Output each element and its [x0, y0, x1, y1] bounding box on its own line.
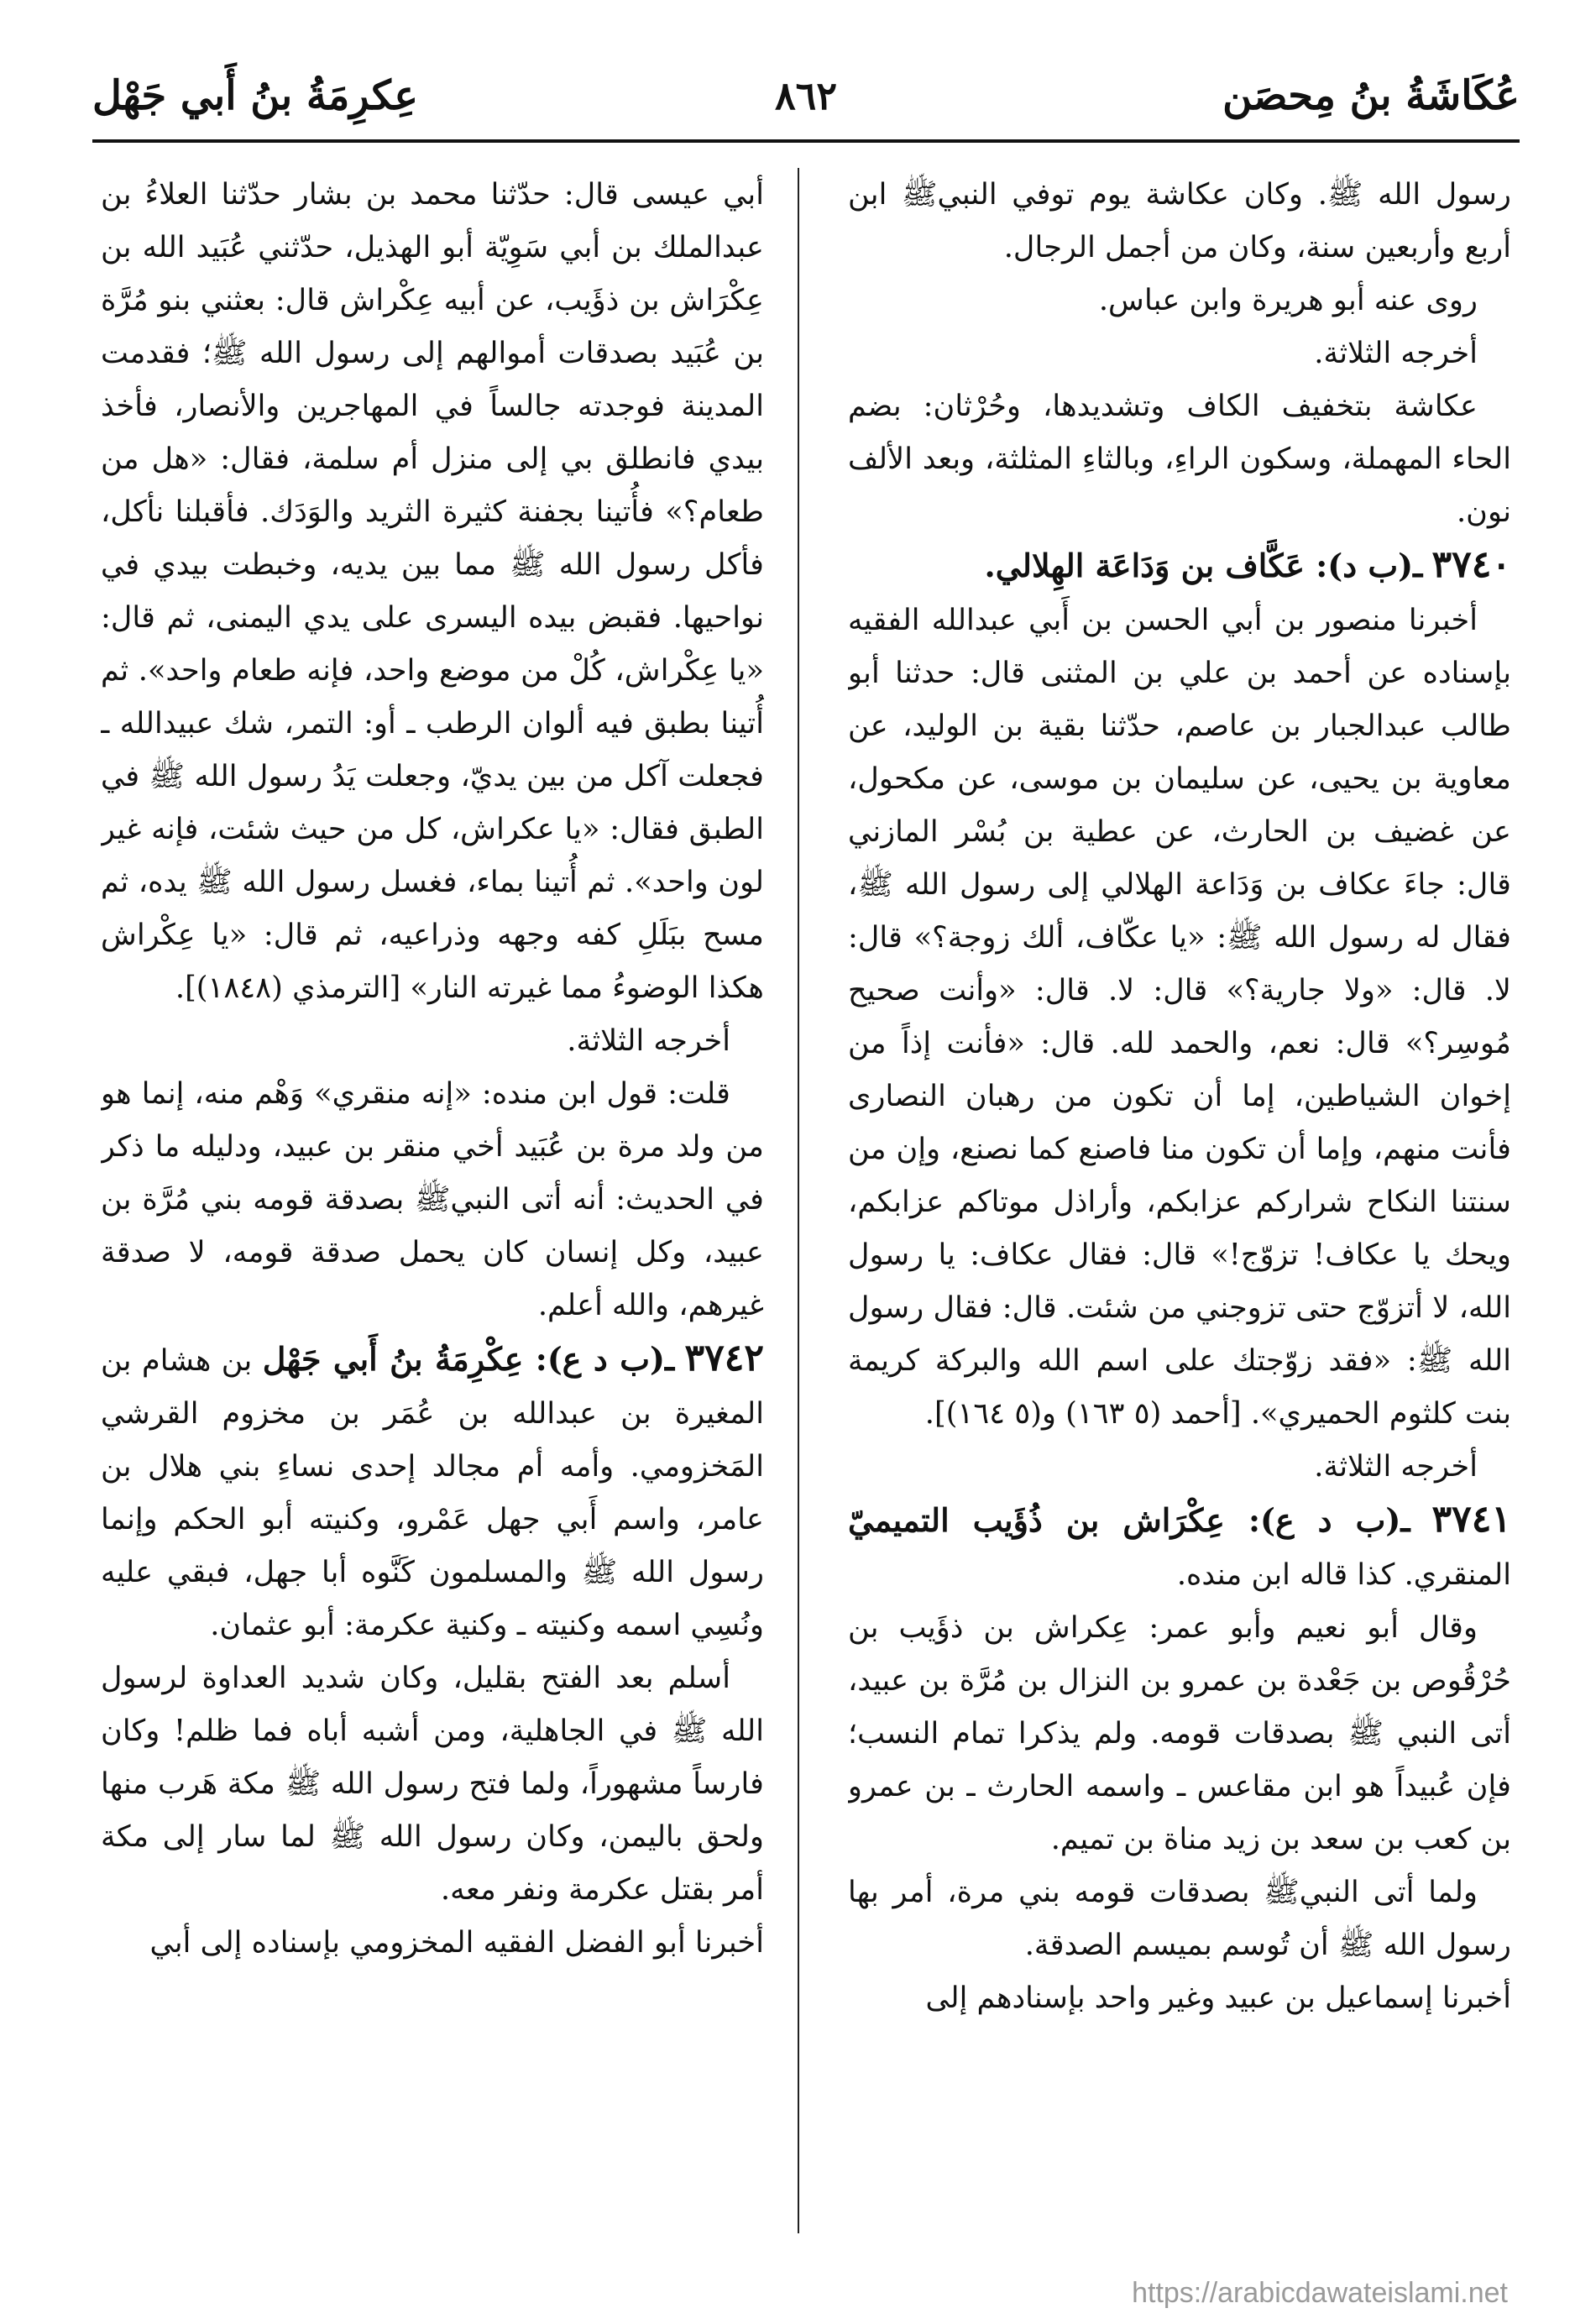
- entry-text: المنقري. كذا قاله ابن منده.: [1176, 1557, 1511, 1592]
- entry-heading: [848, 1493, 1511, 1601]
- entry-title: ـ(ب د): عَكَّاف بن وَدَاعَة الهِلالي.: [984, 547, 1423, 584]
- entry-number: ٣٧٤٢: [684, 1337, 764, 1379]
- paragraph: رسول الله ﷺ. وكان عكاشة يوم توفي النبيﷺ ابن أربع وأربعين سنة، وكان من أجمل الرجال.: [848, 177, 1511, 264]
- entry-title: ـ(ب د ع): عِكْرَاش بن ذُؤَيب التميميّ: [848, 1501, 1410, 1539]
- paragraph: قلت: قول ابن منده: «إنه منقري» وَهْم منه، إنما هو من ولد مرة بن عُبَيد أخي منقر بن عبيد، ودليله ما ذكر في الحديث: أنه أتى النبيﷺ بصدقة قومه بني مُرَّة بن عبيد، وكل إنسان كان يحمل صدقة قومه، لا صدقة غيرهم، والله أعلم.: [101, 1076, 764, 1322]
- source-watermark: https://arabicdawateislami.net: [1132, 2277, 1508, 2309]
- page-header: [92, 52, 1520, 136]
- paragraph: روى عنه أبو هريرة وابن عباس.: [1098, 283, 1478, 317]
- paragraph: أبي عيسى قال: حدّثنا محمد بن بشار حدّثنا العلاءُ بن عبدالملك بن أبي سَوِيّة أبو الهذيل، حدّثني عُبَيد الله بن عِكْرَاش بن ذؤَيب، عن أبيه عِكْراش قال: بعثني بنو مُرَّة بن عُبَيد بصدقات أموالهم إلى رسول الله ﷺ؛ فقدمت المدينة فوجدته جالساً في المهاجرين والأنصار، فأخذ بيدي فانطلق بي إلى منزل أم سلمة، فقال: «هل من طعام؟» فأُتينا بجفنة كثيرة الثريد والوَدَك. فأقبلنا نأكل، فأكل رسول الله ﷺ مما بين يديه، وخبطت بيدي في نواحيها. فقبض بيده اليسرى على يدي اليمنى، ثم قال: «يا عِكْراش، كُلْ من موضع واحد، فإنه طعام واحد». ثم أُتينا بطبق فيه ألوان الرطب ـ أو: التمر، شك عبيدالله ـ فجعلت آكل من بين يديّ، وجعلت يَدُ رسول الله ﷺ في الطبق فقال: «يا عكراش، كل من حيث شئت، فإنه غير لون واحد». ثم أُتينا بماء، فغسل رسول الله ﷺ يده، ثم مسح ببَلَلِ كفه وجهه وذراعيه، ثم قال: «يا عِكْراش هكذا الوضوءُ مما غيرته النار» [الترمذي (١٨٤٨)].: [101, 177, 764, 1005]
- left-running-title: عِكرِمَةُ بنُ أَبي جَهْل: [92, 72, 418, 119]
- paragraph: أخبرنا إسماعيل بن عبيد وغير واحد بإسنادهم إلى: [925, 1981, 1511, 2015]
- paragraph: وقال أبو نعيم وأبو عمر: عِكراش بن ذؤَيب بن حُرْقُوص بن جَعْدة بن عمرو بن النزال بن مُرَّة بن عبيد، أتى النبي ﷺ بصدقات قومه. ولم يذكرا تمام النسب؛ فإن عُبيداً هو ابن مقاعس ـ واسمه الحارث ـ بن عمرو بن كعب بن سعد بن زيد مناة بن تميم.: [848, 1610, 1511, 1856]
- right-running-title: عُكَاشَةُ بنُ مِحصَن: [1222, 72, 1520, 119]
- paragraph: أخبرنا منصور بن أبي الحسن بن أَبي عبدالله الفقيه بإسناده عن أحمد بن علي بن المثنى قال: حدثنا أبو طالب عبدالجبار بن عاصم، حدّثنا بقية بن الوليد، عن معاوية بن يحيى، عن سليمان بن موسى، عن مكحول، عن غضيف بن الحارث، عن عطية بن بُسْر المازني قال: جاءَ عكاف بن وَدَاعة الهلالي إلى رسول الله ﷺ، فقال له رسول الله ﷺ: «يا عكّاف، ألك زوجة؟» قال: لا. قال: «ولا جارية؟» قال: لا. قال: «وأنت صحيح مُوسِر؟» قال: نعم، والحمد لله. قال: «فأنت إذاً من إخوان الشياطين، إما أن تكون من رهبان النصارى فأنت منهم، وإما أن تكون منا فاصنع كما نصنع، وإن من سنتنا النكاح شراركم عزابكم، وأراذل موتاكم عزابكم، ويحك يا عكاف! تزوّج!» قال: فقال عكاف: يا رسول الله، لا أتزوّج حتى تزوجني من شئت. قال: فقال رسول الله ﷺ: «فقد زوّجتك على اسم الله والبركة كريمة بنت كلثوم الحميري». [أحمد (٥ ١٦٣) و(٥ ١٦٤)].: [848, 603, 1511, 1431]
- entry-number: ٣٧٤١: [1431, 1498, 1511, 1541]
- paragraph: أخرجه الثلاثة.: [1314, 336, 1478, 370]
- entry-heading: [848, 538, 1511, 594]
- entry-number: ٣٧٤٠: [1431, 543, 1511, 586]
- paragraph: أخبرنا أبو الفضل الفقيه المخزومي بإسناده إلى أبي: [149, 1925, 764, 1960]
- paragraph: أخرجه الثلاثة.: [567, 1023, 730, 1058]
- paragraph: أخرجه الثلاثة.: [1314, 1449, 1478, 1484]
- header-rule: [92, 139, 1520, 143]
- right-column: [848, 168, 1511, 2233]
- paragraph: ولما أتى النبيﷺ بصدقات قومه بني مرة، أمر بها رسول الله ﷺ أن تُوسم بميسم الصدقة.: [848, 1875, 1511, 1962]
- entry-title: ـ(ب د ع): عِكْرِمَةُ بنُ أَبي جَهْل: [262, 1340, 675, 1378]
- left-column: [101, 168, 764, 2233]
- column-divider: [798, 168, 799, 2233]
- paragraph: عكاشة بتخفيف الكاف وتشديدها، وحُرْثان: بضم الحاء المهملة، وسكون الراءِ، وبالثاءِ المثلثة، وبعد الألف نون.: [848, 389, 1511, 529]
- entry-heading: [101, 1332, 764, 1651]
- paragraph: أسلم بعد الفتح بقليل، وكان شديد العداوة لرسول الله ﷺ في الجاهلية، ومن أشبه أباه فما ظلم! وكان فارساً مشهوراً، ولما فتح رسول الله ﷺ مكة هَرب منها ولحق باليمن، وكان رسول الله ﷺ لما سار إلى مكة أمر بقتل عكرمة ونفر معه.: [101, 1661, 764, 1907]
- page-number: ٨٦٢: [774, 73, 838, 118]
- entry-text: بن هشام بن المغيرة بن عبدالله بن عُمَر بن مخزوم القرشي المَخزومي. وأمه أم مجالد إحدى نساءِ بني هلال بن عامر، واسم أَبي جهل عَمْرو، وكنيته أبو الحكم وإنما رسول الله ﷺ والمسلمون كَنَّوه أبا جهل، فبقي عليه ونُسِي اسمه وكنيته ـ وكنية عكرمة: أبو عثمان.: [101, 1343, 764, 1642]
